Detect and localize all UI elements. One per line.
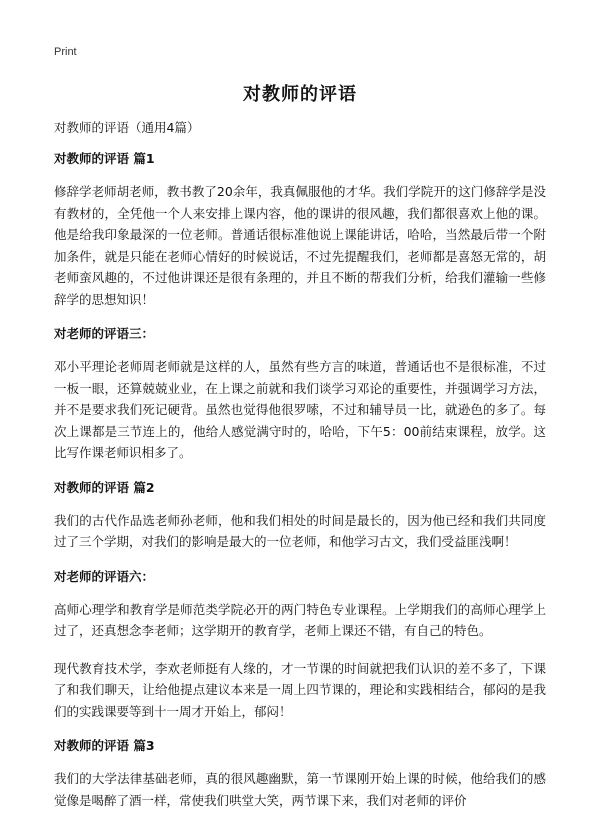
section-3-paragraph-1: 我们的古代作品选老师孙老师，他和我们相处的时间是最长的，因为他已经和我们共同度过了三个学期，对我们的影响是最大的一位老师，和他学习古文，我们受益匪浅啊！ <box>54 512 546 549</box>
section-5-paragraph-1: 我们的大学法律基础老师，真的很风趣幽默，第一节课刚开始上课的时候，他给我们的感觉像是喝醉了酒一样，常使我们哄堂大笑，两节课下来，我们对老师的评价 <box>54 771 546 808</box>
section-heading-1: 对教师的评语 篇1 <box>54 151 155 166</box>
section-1-paragraph-1: 修辞学老师胡老师，教书教了20余年，我真佩服他的才华。我们学院开的这门修辞学是没有教材的，全凭他一个人来安排上课内容，他的课讲的很风趣，我们都很喜欢上他的课。他是给我印象最深的一位老师。普通话很标准他说上课能讲话，哈哈，当然最后带一个附加条件，就是只能在老师心情好的时候说话，不过先提醒我们，老师都是喜怒无常的，胡老师蛮风趣的，不过他讲课还是很有条理的，并且不断的帮我们分析，给我们灌输一些修辞学的思想知识！ <box>54 184 546 307</box>
section-4-paragraph-2: 现代教育技术学，李欢老师挺有人缘的，才一节课的时间就把我们认识的差不多了，下课了和我们聊天，让给他提点建议本来是一周上四节课的，理论和实践相结合，郁闷的是我们的实践课要等到十一周才开始上，郁闷！ <box>54 660 546 719</box>
section-heading-4: 对老师的评语六： <box>54 568 155 584</box>
section-4-paragraph-1: 高师心理学和教育学是师范类学院必开的两门特色专业课程。上学期我们的高师心理学上过了，还真想念李老师；这学期开的教育学，老师上课还不错，有自己的特色。 <box>54 601 546 638</box>
document-subtitle: 对教师的评语（通用4篇） <box>54 120 200 135</box>
section-2-paragraph-1: 邓小平理论老师周老师就是这样的人，虽然有些方言的味道，普通话也不是很标准，不过一板一眼，还算兢兢业业，在上课之前就和我们谈学习邓论的重要性，并强调学习方法，并不是要求我们死记硬背。虽然也觉得他很罗嗦，不过和辅导员一比，就逊色的多了。每次上课都是三节连上的，他给人感觉满守时的，哈哈，下午5：00前结束课程，放学。这比写作课老师识相多了。 <box>54 359 546 460</box>
section-heading-5: 对教师的评语 篇3 <box>54 738 155 753</box>
section-heading-3: 对教师的评语 篇2 <box>54 479 155 495</box>
document-body <box>54 120 546 827</box>
print-link[interactable]: Print <box>54 46 77 58</box>
page-title: 对教师的评语 <box>243 84 357 105</box>
section-heading-2: 对老师的评语三： <box>54 326 155 341</box>
